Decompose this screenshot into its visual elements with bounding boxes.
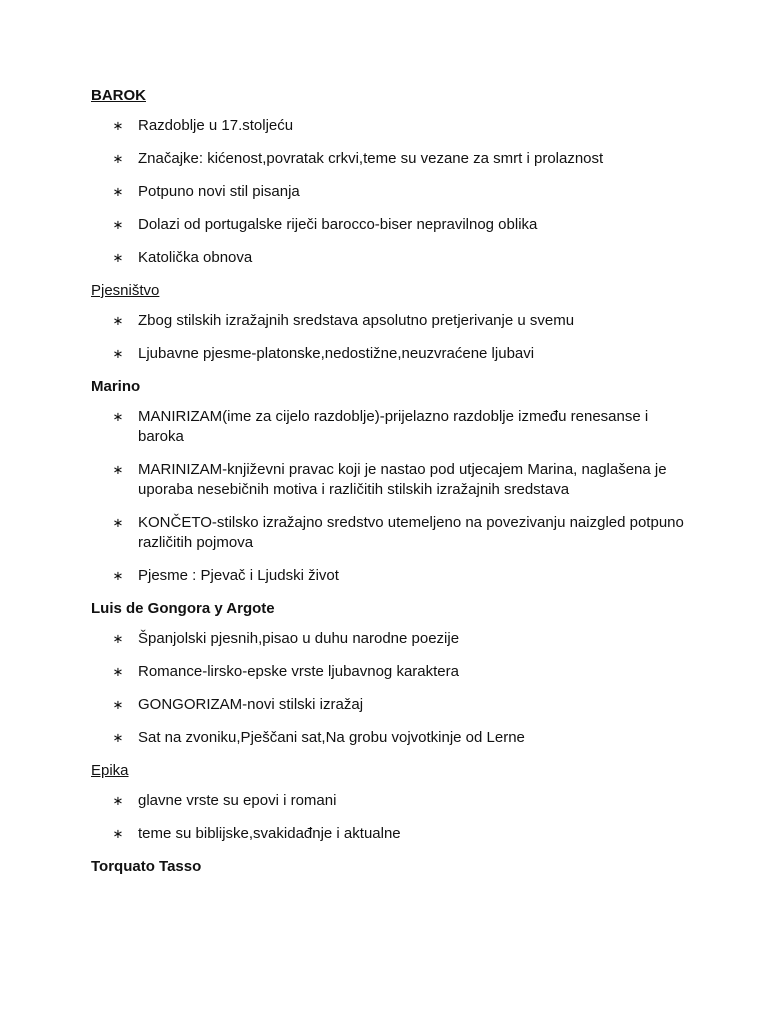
section-heading: Pjesništvo — [91, 282, 160, 299]
bullet-icon: ∗ — [112, 730, 124, 745]
bullet-icon: ∗ — [112, 515, 124, 530]
list-item-text: MANIRIZAM(ime za cijelo razdoblje)-prijelazno razdoblje između renesanse i baroka — [138, 408, 649, 445]
list-item — [91, 791, 698, 811]
list-item — [91, 460, 698, 500]
list-item — [91, 513, 698, 553]
list-item-text: Romance-lirsko-epske vrste ljubavnog karaktera — [138, 663, 459, 680]
list-item — [91, 149, 698, 169]
list-item — [91, 695, 698, 715]
section-heading: Luis de Gongora y Argote — [91, 600, 275, 617]
section-heading: Torquato Tasso — [91, 858, 202, 875]
bullet-icon: ∗ — [112, 118, 124, 133]
bullet-list — [91, 629, 698, 748]
list-item — [91, 824, 698, 844]
bullet-list — [91, 791, 698, 844]
list-item — [91, 407, 698, 447]
bullet-icon: ∗ — [112, 217, 124, 232]
list-item — [91, 629, 698, 649]
bullet-icon: ∗ — [112, 184, 124, 199]
bullet-icon: ∗ — [112, 409, 124, 424]
list-item — [91, 182, 698, 202]
bullet-list — [91, 407, 698, 586]
list-item-text: Potpuno novi stil pisanja — [138, 183, 300, 200]
bullet-icon: ∗ — [112, 826, 124, 841]
section-marino — [91, 377, 698, 586]
section-epika — [91, 761, 698, 844]
list-item-text: Dolazi od portugalske riječi barocco-biser nepravilnog oblika — [138, 216, 538, 233]
list-item — [91, 248, 698, 268]
section-pjesnistvo — [91, 281, 698, 364]
section-heading: Epika — [91, 762, 129, 779]
list-item — [91, 116, 698, 136]
list-item — [91, 311, 698, 331]
list-item-text: Španjolski pjesnih,pisao u duhu narodne poezije — [138, 630, 460, 647]
list-item — [91, 728, 698, 748]
bullet-icon: ∗ — [112, 568, 124, 583]
list-item-text: glavne vrste su epovi i romani — [138, 792, 337, 809]
section-heading: Marino — [91, 378, 141, 395]
bullet-icon: ∗ — [112, 462, 124, 477]
list-item-text: Zbog stilskih izražajnih sredstava apsolutno pretjerivanje u svemu — [138, 312, 575, 329]
list-item-text: GONGORIZAM-novi stilski izražaj — [138, 696, 364, 713]
list-item-text: teme su biblijske,svakidađnje i aktualne — [138, 825, 401, 842]
list-item — [91, 344, 698, 364]
section-heading: BAROK — [91, 87, 146, 104]
list-item — [91, 566, 698, 586]
bullet-icon: ∗ — [112, 151, 124, 166]
bullet-icon: ∗ — [112, 793, 124, 808]
list-item — [91, 215, 698, 235]
bullet-icon: ∗ — [112, 697, 124, 712]
bullet-icon: ∗ — [112, 250, 124, 265]
list-item-text: Razdoblje u 17.stoljeću — [138, 117, 294, 134]
bullet-icon: ∗ — [112, 313, 124, 328]
section-gongora — [91, 599, 698, 748]
bullet-icon: ∗ — [112, 631, 124, 646]
bullet-list — [91, 311, 698, 364]
list-item-text: KONČETO-stilsko izražajno sredstvo utemeljeno na povezivanju naizgled potpuno različitih pojmova — [138, 514, 684, 551]
bullet-icon: ∗ — [112, 346, 124, 361]
bullet-list — [91, 116, 698, 268]
list-item-text: Ljubavne pjesme-platonske,nedostižne,neuzvraćene ljubavi — [138, 345, 535, 362]
bullet-icon: ∗ — [112, 664, 124, 679]
list-item-text: Sat na zvoniku,Pješčani sat,Na grobu vojvotkinje od Lerne — [138, 729, 525, 746]
section-tasso — [91, 857, 698, 877]
list-item-text: Značajke: kićenost,povratak crkvi,teme su vezane za smrt i prolaznost — [138, 150, 604, 167]
list-item-text: Katolička obnova — [138, 249, 253, 266]
section-barok — [91, 86, 698, 268]
list-item-text: Pjesme : Pjevač i Ljudski život — [138, 567, 339, 584]
list-item-text: MARINIZAM-književni pravac koji je nastao pod utjecajem Marina, naglašena je uporaba nesebičnih motiva i različitih stilskih izražajnih sredstava — [138, 461, 667, 498]
list-item — [91, 662, 698, 682]
